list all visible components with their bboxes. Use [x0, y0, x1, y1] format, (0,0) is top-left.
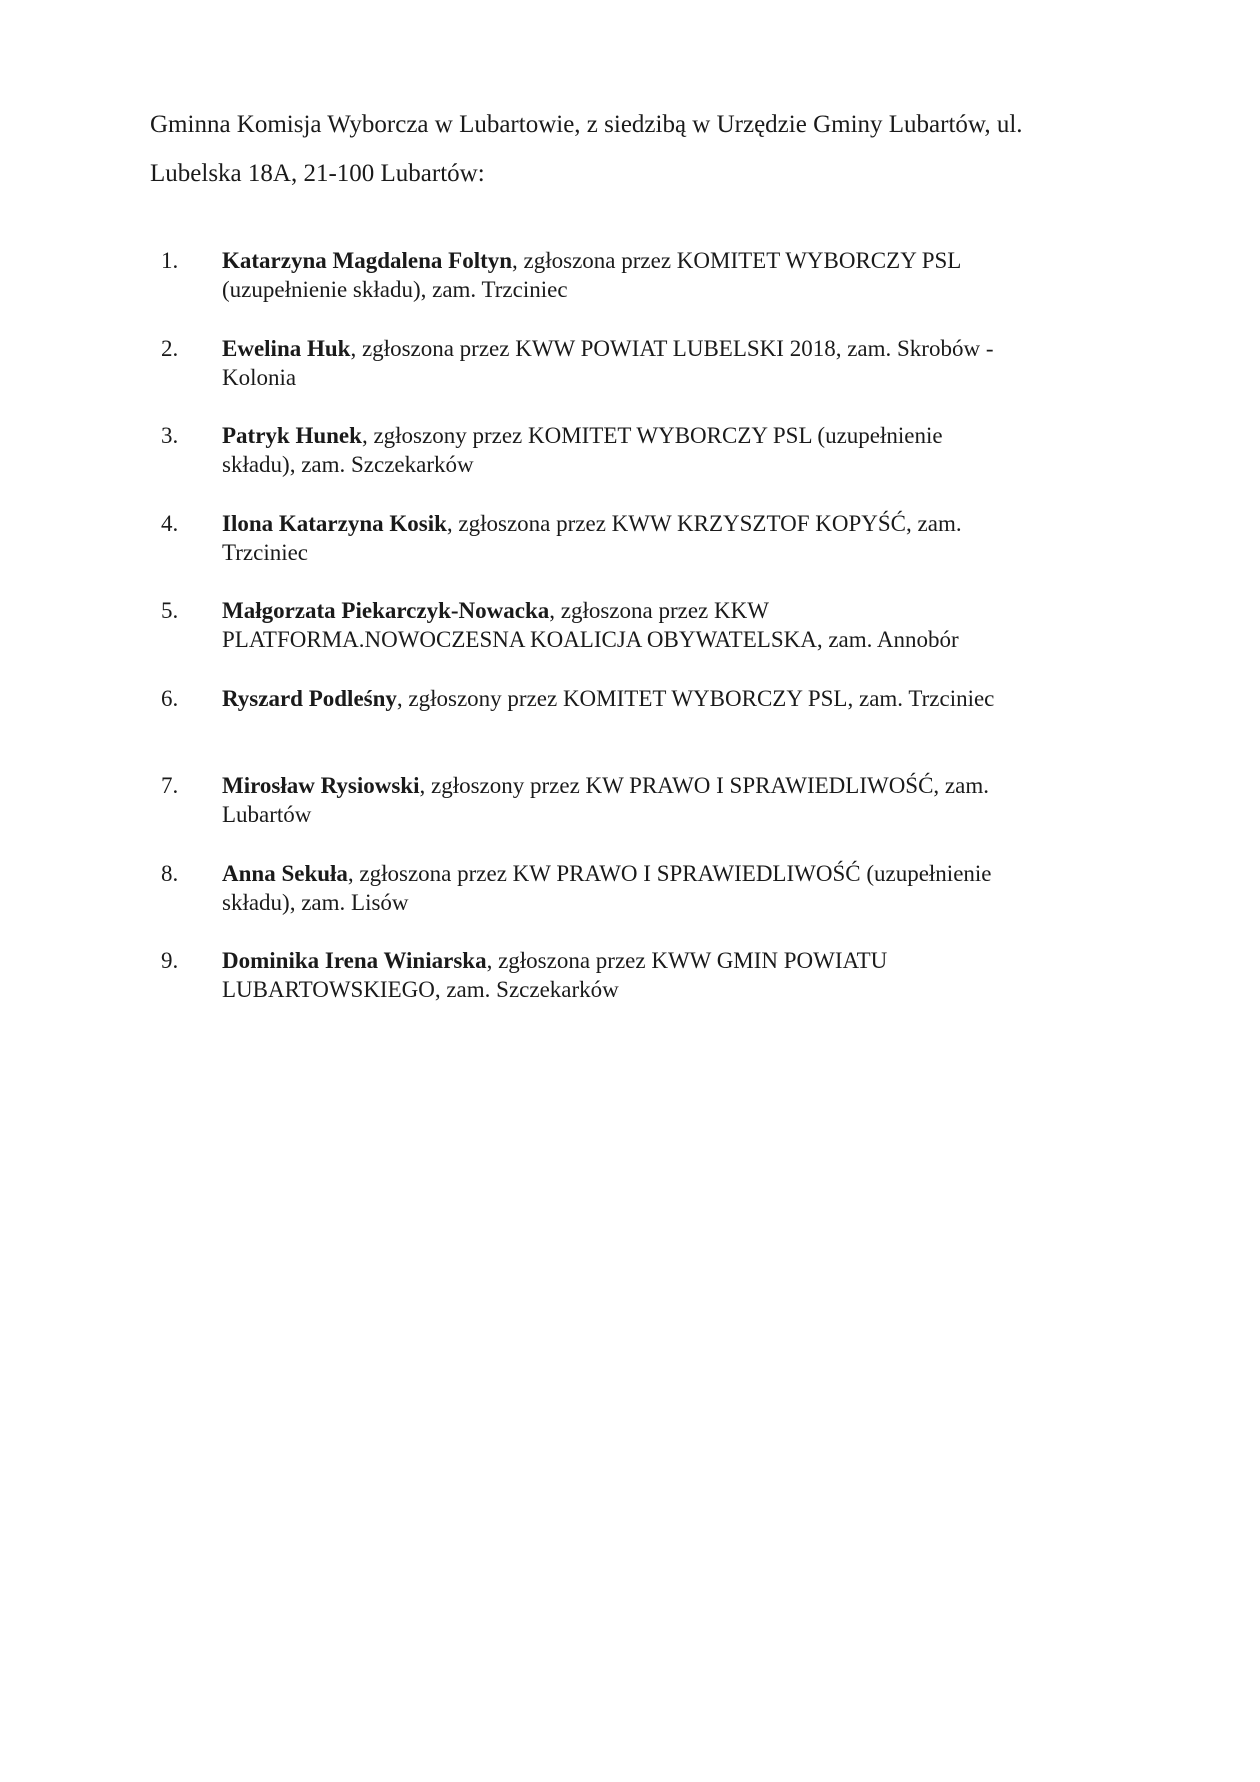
member-name: Ewelina Huk	[222, 335, 351, 361]
item-text	[222, 509, 1102, 567]
member-detail-line-2: składu), zam. Szczekarków	[222, 452, 474, 477]
member-name: Patryk Hunek	[222, 423, 362, 448]
member-name: Małgorzata Piekarczyk-Nowacka	[222, 598, 550, 623]
item-number: 3.	[161, 423, 179, 448]
item-text	[222, 946, 1102, 1004]
list-item	[0, 334, 1260, 422]
list-item	[0, 596, 1260, 684]
member-detail-line-2: Trzciniec	[222, 539, 309, 565]
member-name: Ryszard Podleśny	[222, 685, 397, 711]
item-number: 6.	[161, 685, 179, 711]
item-number: 9.	[161, 948, 179, 973]
list-item	[0, 946, 1260, 1034]
intro-line-2: Lubelska 18A, 21-100 Lubartów:	[150, 160, 485, 187]
item-text	[222, 684, 1102, 713]
member-detail: , zgłoszona przez KWW GMIN POWIATU	[486, 948, 888, 973]
member-detail: , zgłoszona przez KWW POWIAT LUBELSKI 2018, zam. Skrobów -	[350, 335, 994, 361]
item-number: 1.	[161, 248, 179, 273]
member-detail: , zgłoszona przez KOMITET WYBORCZY PSL	[512, 248, 962, 273]
member-detail-line-2: Kolonia	[222, 364, 297, 390]
item-number: 4.	[161, 510, 179, 536]
member-name: Katarzyna Magdalena Foltyn	[222, 248, 513, 273]
member-name: Anna Sekuła	[222, 860, 348, 886]
list-item	[0, 246, 1260, 334]
member-detail: , zgłoszony przez KOMITET WYBORCZY PSL (uzupełnienie	[361, 423, 943, 448]
list-item	[0, 859, 1260, 947]
member-detail: , zgłoszona przez KKW	[549, 598, 769, 623]
member-name: Ilona Katarzyna Kosik	[222, 510, 447, 536]
member-detail: , zgłoszony przez KW PRAWO I SPRAWIEDLIWOŚĆ, zam.	[419, 773, 989, 798]
list-item	[0, 684, 1260, 772]
intro-paragraph	[150, 100, 1110, 198]
member-detail-line-2: (uzupełnienie składu), zam. Trzciniec	[222, 277, 568, 302]
member-detail: , zgłoszona przez KWW KRZYSZTOF KOPYŚĆ, zam.	[446, 510, 962, 536]
member-detail: , zgłoszony przez KOMITET WYBORCZY PSL, zam. Trzciniec	[396, 685, 995, 711]
member-detail-line-2: PLATFORMA.NOWOCZESNA KOALICJA OBYWATELSKA, zam. Annobór	[222, 627, 959, 652]
item-text	[222, 246, 1102, 304]
list-item	[0, 421, 1260, 509]
item-text	[222, 334, 1102, 392]
member-detail: , zgłoszona przez KW PRAWO I SPRAWIEDLIWOŚĆ (uzupełnienie	[347, 860, 992, 886]
item-number: 8.	[161, 860, 179, 886]
member-detail-line-2: LUBARTOWSKIEGO, zam. Szczekarków	[222, 977, 619, 1002]
intro-line-1: Gminna Komisja Wyborcza w Lubartowie, z siedzibą w Urzędzie Gminy Lubartów, ul.	[150, 111, 1023, 138]
item-text	[222, 421, 1102, 479]
item-text	[222, 771, 1102, 829]
item-number: 5.	[161, 598, 179, 623]
member-name: Mirosław Rysiowski	[222, 773, 420, 798]
member-detail-line-2: Lubartów	[222, 802, 312, 827]
item-number: 2.	[161, 335, 179, 361]
member-list	[0, 246, 1260, 1034]
member-name: Dominika Irena Winiarska	[222, 948, 487, 973]
item-text	[222, 859, 1102, 917]
item-text	[222, 596, 1102, 654]
member-detail-line-2: składu), zam. Lisów	[222, 889, 409, 915]
list-item	[0, 771, 1260, 859]
item-number: 7.	[161, 773, 179, 798]
list-item	[0, 509, 1260, 597]
